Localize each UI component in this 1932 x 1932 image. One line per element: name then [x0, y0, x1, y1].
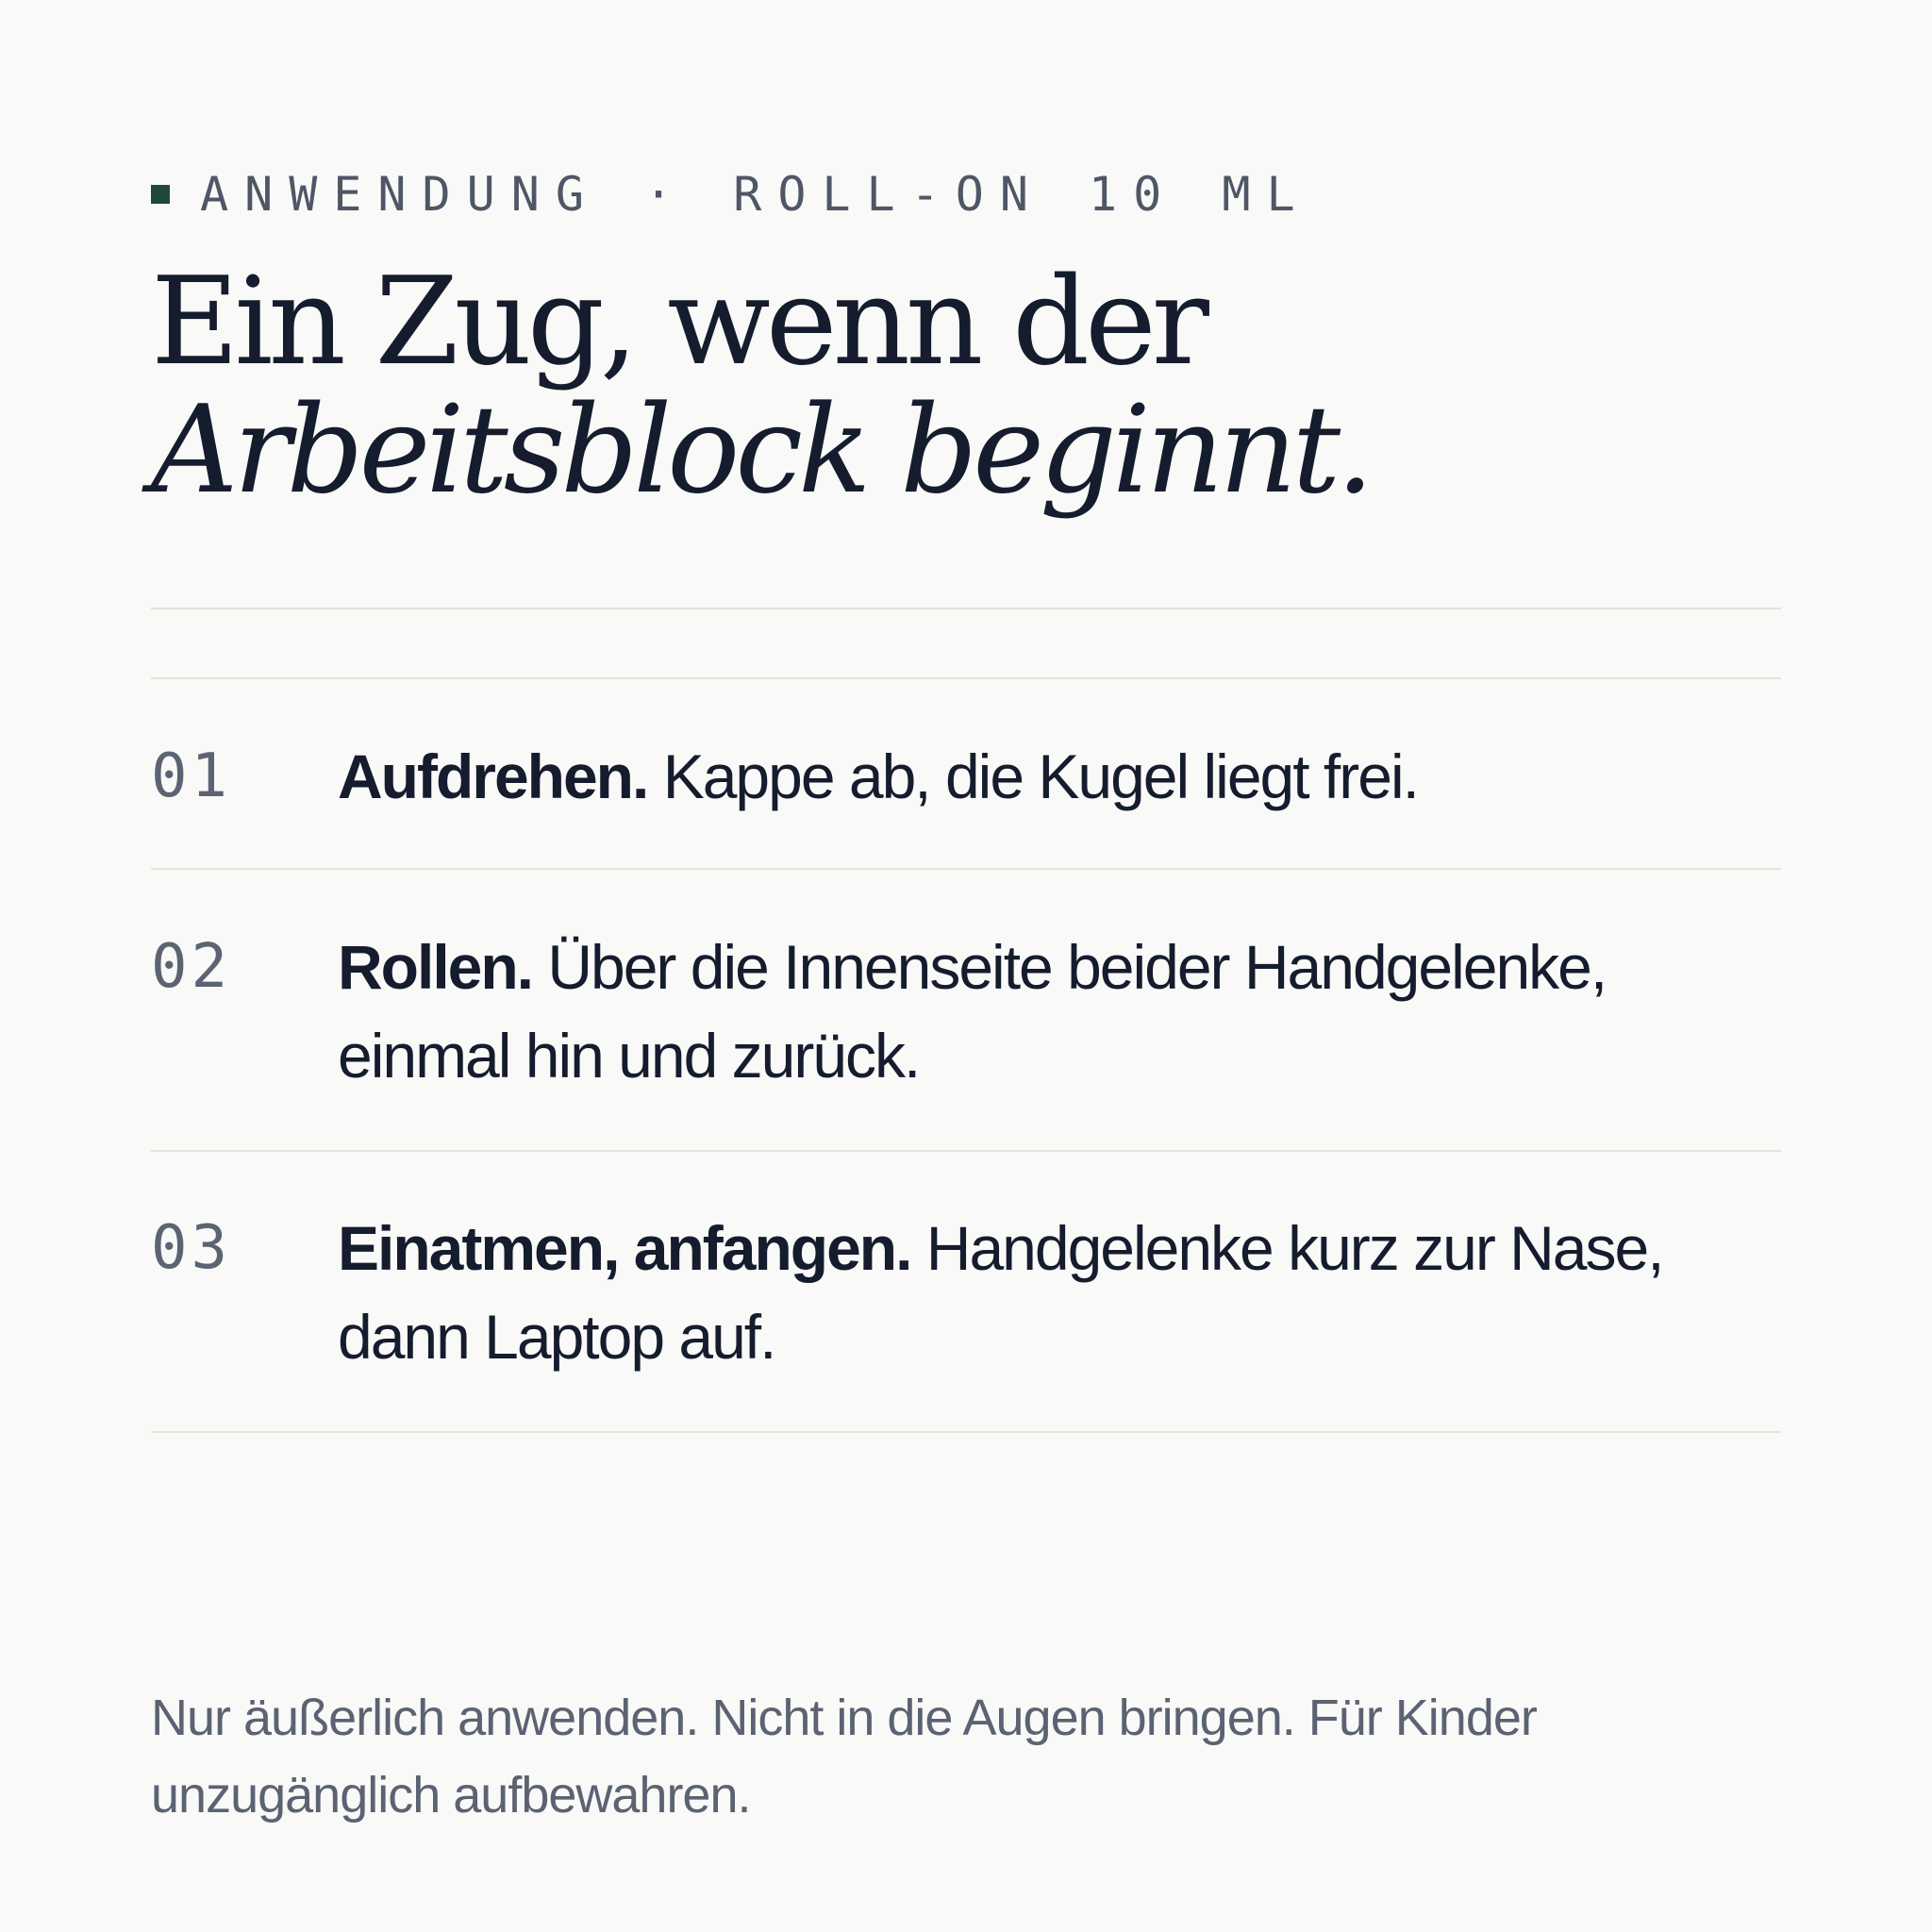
divider	[151, 868, 1781, 870]
step-title: Rollen.	[338, 932, 533, 1002]
step-number: 03	[151, 1213, 232, 1283]
safety-disclaimer: Nur äußerlich anwenden. Nicht in die Augen bringen. Für Kinder unzugänglich aufbewahren.	[151, 1690, 1537, 1824]
step-text	[338, 923, 1781, 1100]
section-eyebrow	[151, 166, 1311, 223]
usage-card	[151, 0, 1781, 1932]
divider	[151, 608, 1781, 609]
divider	[151, 1150, 1781, 1152]
step-text	[338, 1204, 1781, 1381]
step-number: 02	[151, 932, 232, 1002]
step-description: Handgelenke kurz zur Nase, dann Laptop auf.	[338, 1213, 1663, 1372]
title-line-2: Arbeitsblock beginnt.	[151, 380, 1370, 521]
divider	[151, 677, 1781, 679]
accent-square-icon	[151, 185, 170, 204]
step-title: Einatmen, anfangen.	[338, 1213, 911, 1283]
step-description: Kappe ab, die Kugel liegt frei.	[662, 741, 1418, 811]
step-title: Aufdrehen.	[338, 741, 648, 811]
step-description: Über die Innenseite beider Handgelenke, einmal hin und zurück.	[338, 932, 1607, 1091]
divider	[151, 1431, 1781, 1433]
step-text	[338, 732, 1781, 821]
page-title	[151, 252, 1370, 521]
title-line-1: Ein Zug, wenn der	[151, 252, 1205, 392]
eyebrow-label: ANWENDUNG · ROLL-ON 10 ML	[200, 167, 1311, 222]
step-number: 01	[151, 741, 232, 811]
